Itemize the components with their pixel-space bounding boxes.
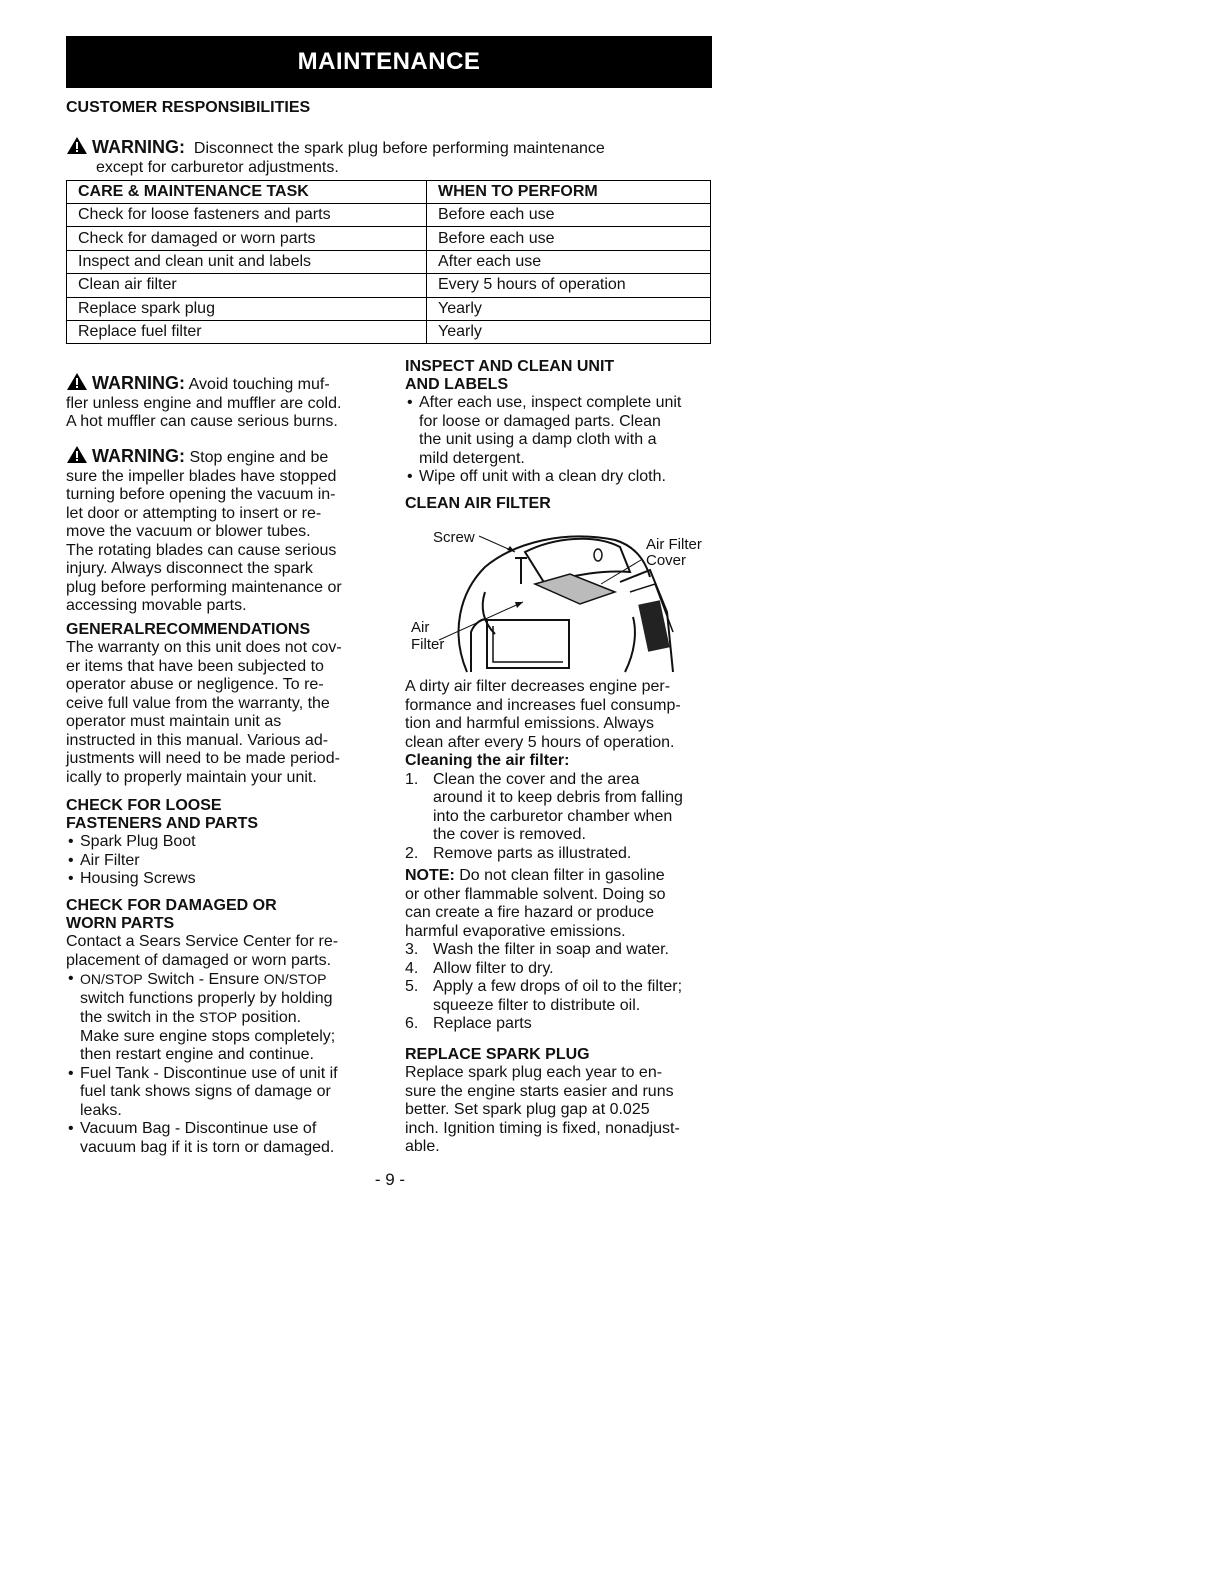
when-cell: Yearly: [427, 297, 711, 320]
label-air-filter: Air: [411, 619, 430, 636]
warning-impeller-line: injury. Always disconnect the spark: [66, 560, 313, 577]
warning-muffler-first: Avoid touching muf-: [188, 376, 330, 393]
list-item: • Wipe off unit with a clean dry cloth.: [405, 468, 725, 487]
table-row: [67, 227, 711, 250]
when-cell: Every 5 hours of operation: [427, 274, 711, 297]
general-heading: GENERALRECOMMENDATIONS: [66, 621, 311, 638]
label-screw: Screw: [433, 529, 475, 546]
header-when: WHEN TO PERFORM: [427, 181, 711, 204]
warning-text-line1: Disconnect the spark plug before performing maintenance: [193, 140, 605, 157]
loose-list: [66, 833, 386, 889]
note-line: or other flammable solvent. Doing so: [405, 885, 666, 903]
list-item: • Fuel Tank - Discontinue use of unit if fuel tank shows signs of damage or leaks.: [66, 1065, 386, 1121]
spark-line: Replace spark plug each year to en-: [405, 1064, 663, 1081]
task-cell: Replace fuel filter: [67, 320, 427, 343]
label-air-filter: Filter: [411, 636, 445, 653]
maintenance-table: [66, 180, 711, 344]
check-damaged-heading: WORN PARTS: [66, 915, 175, 932]
when-cell: Before each use: [427, 204, 711, 227]
spark-line: sure the engine starts easier and runs: [405, 1082, 674, 1100]
spark-heading: REPLACE SPARK PLUG: [405, 1046, 590, 1063]
note-line: can create a fire hazard or produce: [405, 904, 655, 921]
when-cell: After each use: [427, 250, 711, 273]
warning-impeller-line: turning before opening the vacuum in-: [66, 486, 336, 503]
clean-air-filter-heading: CLEAN AIR FILTER: [405, 495, 551, 512]
table-row: [67, 274, 711, 297]
page-title: MAINTENANCE: [66, 36, 712, 88]
table-row: [67, 320, 711, 343]
general-line: instructed in this manual. Various ad-: [66, 731, 329, 749]
warning-impeller-line: plug before performing maintenance or: [66, 578, 342, 596]
label-air-filter-cover: Cover: [646, 552, 687, 569]
general-line: The warranty on this unit does not cov-: [66, 639, 342, 656]
warning-muffler-line: fler unless engine and muffler are cold.: [66, 394, 342, 412]
warning-impeller: [66, 445, 386, 616]
warning-label: WARNING:: [92, 137, 185, 157]
table-row: [67, 297, 711, 320]
inspect-heading: AND LABELS: [405, 376, 509, 393]
warning-impeller-line: move the vacuum or blower tubes.: [66, 523, 311, 540]
header-task: CARE & MAINTENANCE TASK: [67, 181, 427, 204]
check-loose-heading: CHECK FOR LOOSE: [66, 797, 222, 814]
warning-icon: [66, 136, 88, 155]
note-label: NOTE:: [405, 867, 455, 884]
damaged-intro: placement of damaged or worn parts.: [66, 951, 332, 969]
list-item: • After each use, inspect complete unit for loose or damaged parts. Clean the unit using a damp cloth with a mild detergent.: [405, 394, 725, 468]
warning-text-line2: except for carburetor adjustments.: [96, 158, 339, 176]
air-filter-para: tion and harmful emissions. Always: [405, 715, 654, 732]
spark-line: better. Set spark plug gap at 0.025: [405, 1101, 650, 1118]
table-row: [67, 204, 711, 227]
warning-impeller-line: accessing movable parts.: [66, 597, 247, 614]
air-filter-para: clean after every 5 hours of operation.: [405, 733, 675, 751]
general-line: ically to properly maintain your unit.: [66, 768, 317, 786]
check-damaged-section: [66, 897, 386, 1157]
inspect-heading: INSPECT AND CLEAN UNIT: [405, 358, 615, 375]
when-cell: Yearly: [427, 320, 711, 343]
list-item: • Housing Screws: [66, 870, 386, 889]
customer-responsibilities-heading: CUSTOMER RESPONSIBILITIES: [66, 99, 311, 116]
list-item: • Air Filter: [66, 852, 386, 871]
note: NOTE: Do not clean filter in gasoline: [405, 867, 665, 884]
warning-label: WARNING:: [92, 446, 185, 466]
when-cell: Before each use: [427, 227, 711, 250]
air-filter-diagram: [405, 522, 725, 682]
general-line: ceive full value from the warranty, the: [66, 694, 330, 712]
task-cell: Check for loose fasteners and parts: [67, 204, 427, 227]
warning-impeller-line: The rotating blades can cause serious: [66, 541, 337, 559]
check-damaged-heading: CHECK FOR DAMAGED OR: [66, 897, 277, 914]
task-cell: Clean air filter: [67, 274, 427, 297]
general-line: er items that have been subjected to: [66, 657, 324, 675]
replace-spark-plug-section: [405, 1046, 725, 1157]
check-loose-section: [66, 797, 386, 889]
task-cell: Check for damaged or worn parts: [67, 227, 427, 250]
check-loose-heading: FASTENERS AND PARTS: [66, 815, 259, 832]
step-item: 5. Apply a few drops of oil to the filter; squeeze filter to distribute oil.: [405, 978, 683, 1014]
warning-impeller-line: sure the impeller blades have stopped: [66, 467, 337, 485]
cleaning-steps: [405, 771, 725, 864]
general-line: justments will need to be made period-: [66, 750, 340, 767]
warning-impeller-line: let door or attempting to insert or re-: [66, 504, 322, 522]
air-filter-para: A dirty air filter decreases engine per-: [405, 678, 671, 695]
spark-line: inch. Ignition timing is fixed, nonadjust-: [405, 1119, 680, 1137]
table-row: [67, 250, 711, 273]
general-recommendations: [66, 621, 386, 787]
damaged-intro: Contact a Sears Service Center for re-: [66, 933, 339, 950]
step-item: 2. Remove parts as illustrated.: [405, 844, 632, 862]
inspect-list: [405, 394, 725, 487]
air-filter-body: [405, 678, 725, 1034]
task-cell: Replace spark plug: [67, 297, 427, 320]
warning-disconnect: [66, 136, 716, 177]
air-filter-para: formance and increases fuel consump-: [405, 696, 681, 714]
note-line: harmful evaporative emissions.: [405, 922, 626, 940]
general-line: operator must maintain unit as: [66, 713, 282, 730]
list-item: • Spark Plug Boot: [66, 833, 386, 852]
page-number: - 9 -: [374, 1170, 406, 1189]
damaged-list: [66, 970, 386, 1157]
list-item: • Vacuum Bag - Discontinue use of vacuum bag if it is torn or damaged.: [66, 1120, 386, 1157]
warning-icon: [66, 372, 88, 391]
task-cell: Inspect and clean unit and labels: [67, 250, 427, 273]
warning-label: WARNING:: [92, 373, 185, 393]
list-item: • ON/STOP Switch - Ensure ON/STOP switch functions properly by holding the switch in the STOP position. Make sure engine stops completely; then restart engine and continue.: [66, 970, 386, 1065]
label-air-filter-cover: Air Filter: [646, 536, 702, 553]
step-item: 6. Replace parts: [405, 1015, 532, 1032]
warning-icon: [66, 445, 88, 464]
warning-muffler: [66, 372, 386, 432]
inspect-section: [405, 358, 725, 487]
cleaning-steps: [405, 941, 725, 1034]
table-header-row: [67, 181, 711, 204]
warning-impeller-first: Stop engine and be: [189, 449, 329, 466]
step-item: 1. Clean the cover and the area around it to keep debris from falling into the carburetor chamber when the cover is removed.: [405, 770, 683, 843]
spark-line: able.: [405, 1138, 440, 1155]
step-item: 4. Allow filter to dry.: [405, 959, 554, 977]
general-line: operator abuse or negligence. To re-: [66, 676, 324, 693]
step-item: 3. Wash the filter in soap and water.: [405, 941, 669, 958]
cleaning-heading: Cleaning the air filter:: [405, 752, 570, 769]
warning-muffler-line: A hot muffler can cause serious burns.: [66, 413, 338, 430]
